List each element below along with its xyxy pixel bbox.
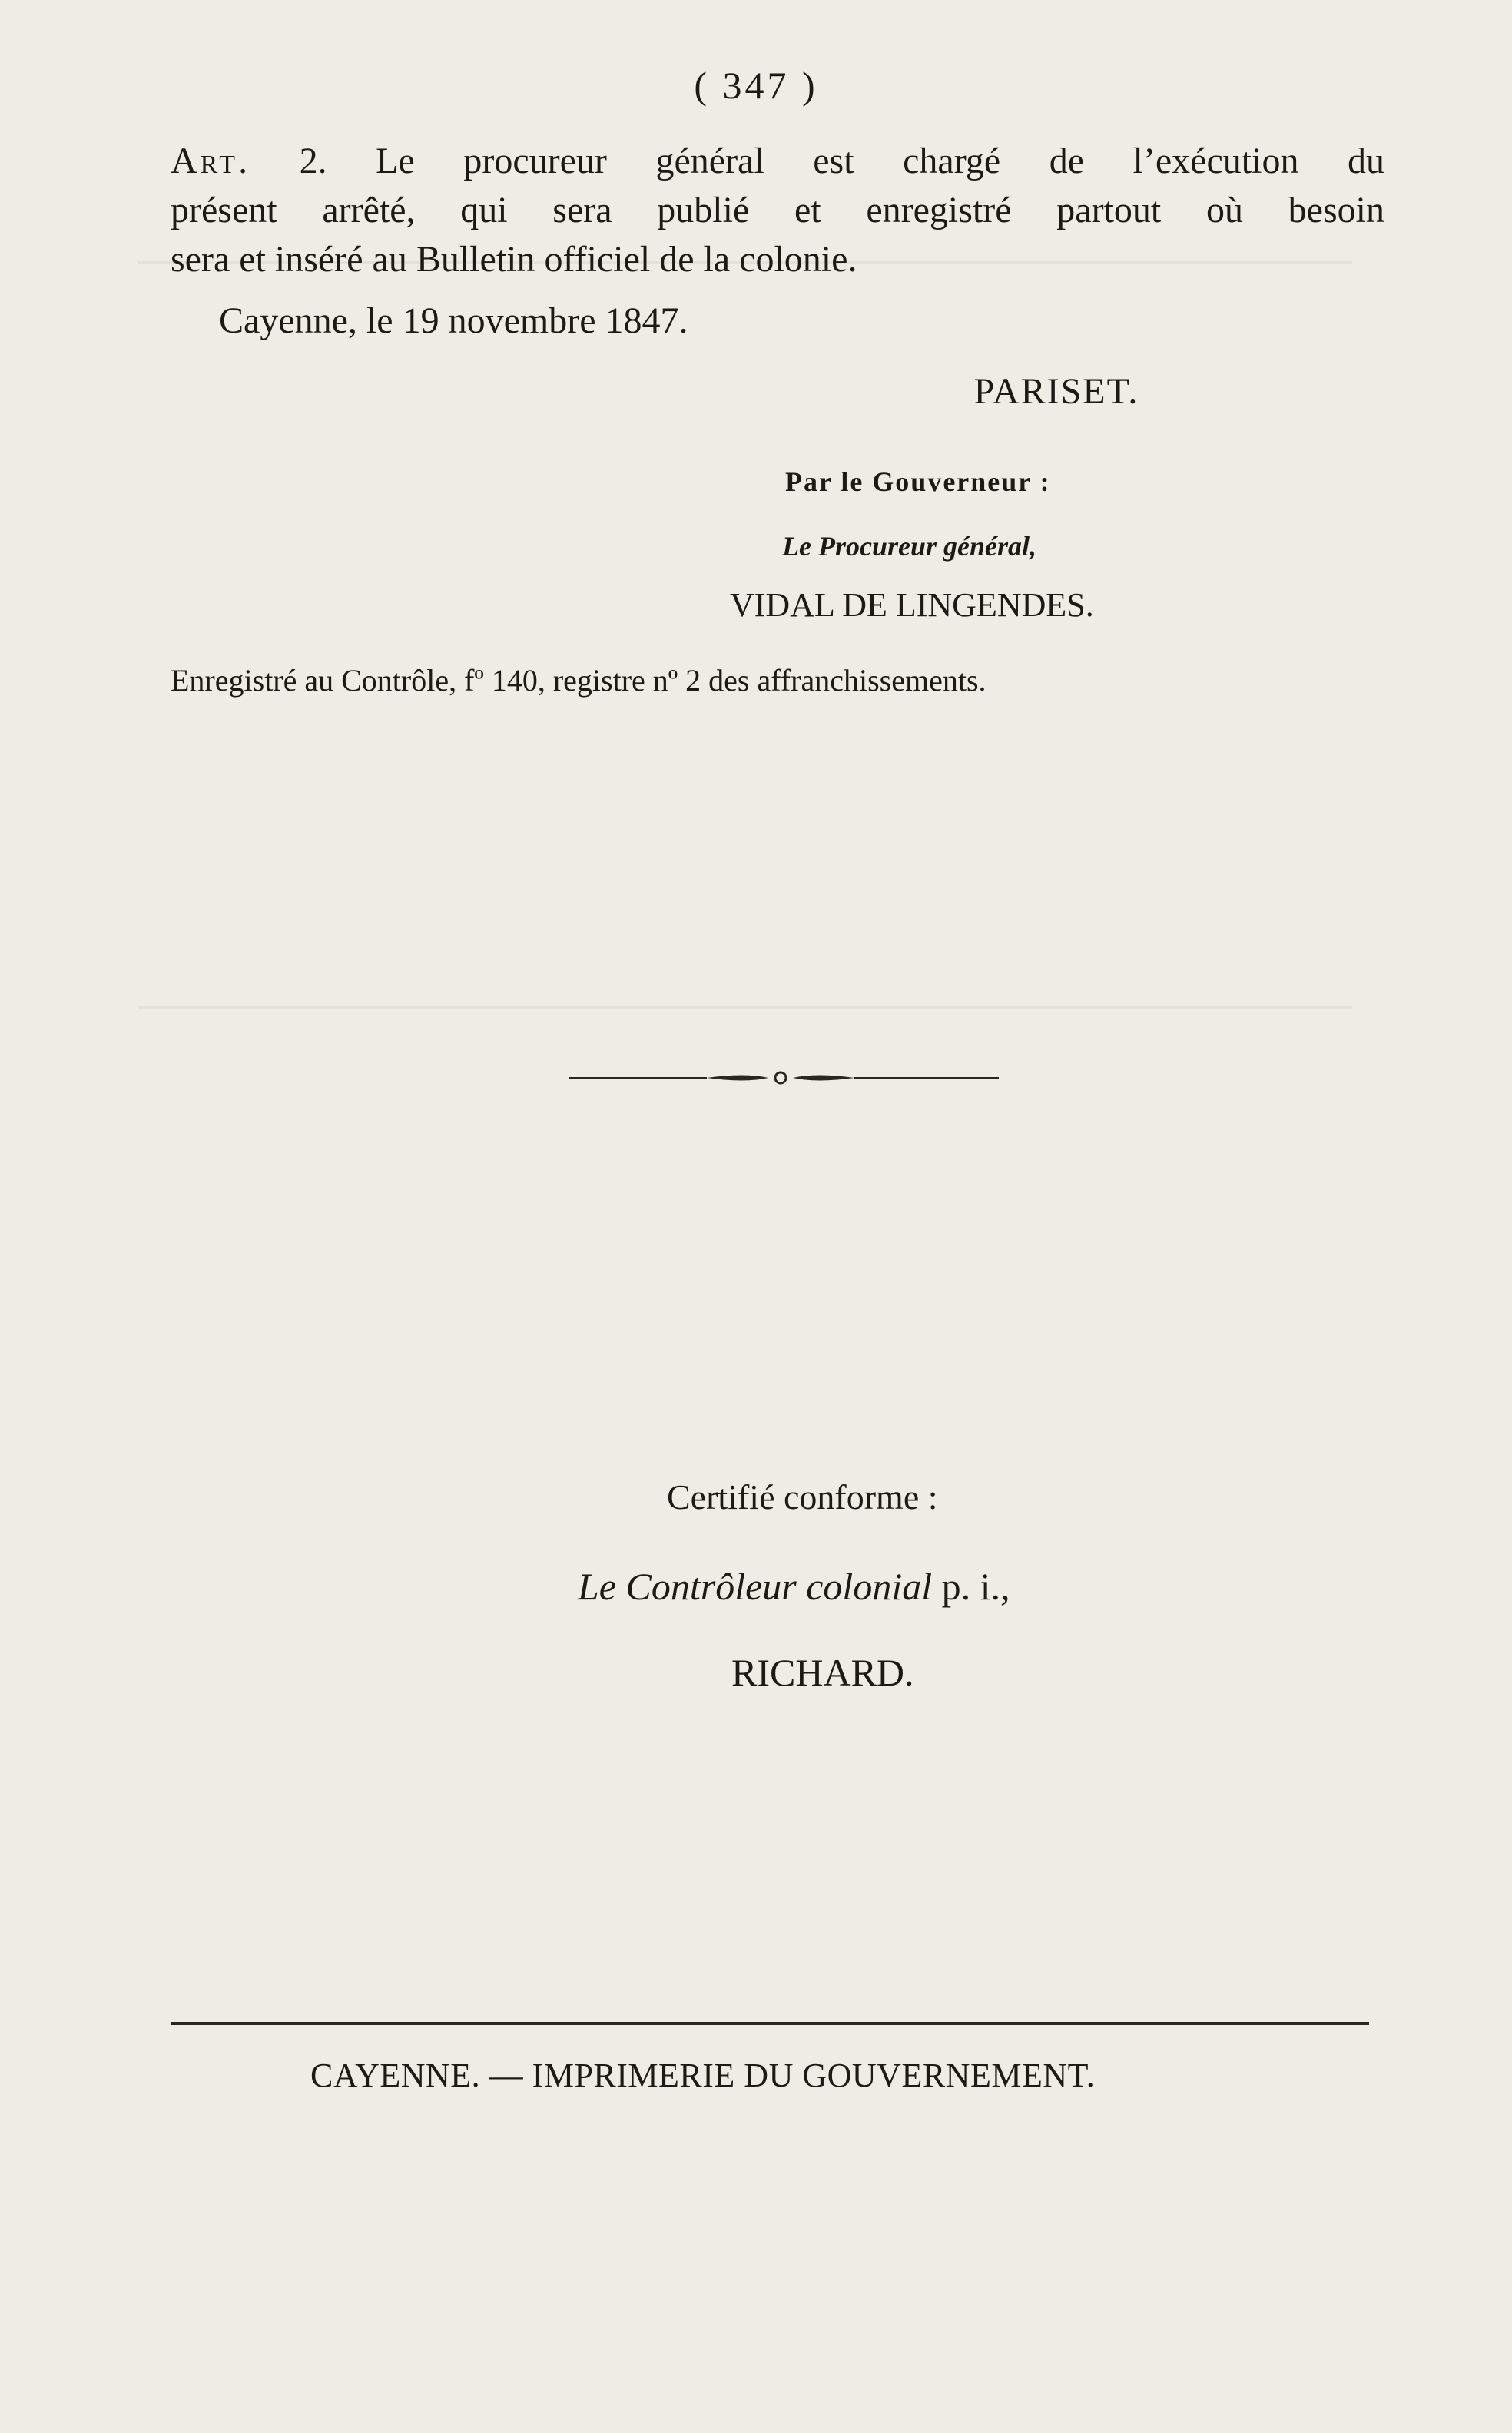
article-label: Art.	[171, 141, 251, 181]
controleur-name: RICHARD.	[731, 1651, 914, 1694]
certified-conforme: Certifié conforme :	[667, 1477, 938, 1516]
governor-signature: PARISET.	[973, 371, 1139, 412]
article-line: présent arrêté, qui sera publié et enregistré partout où besoin	[171, 190, 1384, 230]
controleur-line	[578, 1564, 1010, 1609]
registration-note: Enregistré au Contrôle, fº 140, registre nº 2 des affranchissements.	[171, 663, 986, 698]
footer-rule	[171, 2022, 1369, 2025]
printer-imprint: CAYENNE. — IMPRIMERIE DU GOUVERNEMENT.	[310, 2057, 1096, 2094]
controleur-suffix: p. i.,	[932, 1565, 1010, 1608]
procureur-name: VIDAL DE LINGENDES.	[730, 586, 1094, 624]
ghost-rule	[138, 1006, 1352, 1009]
ornament-divider-icon	[569, 1066, 999, 1089]
article-paragraph	[171, 137, 1384, 284]
article-line: sera et inséré au Bulletin officiel de la colonie.	[171, 239, 857, 280]
date-line: Cayenne, le 19 novembre 1847.	[219, 300, 688, 341]
article-line: Art. 2. Le procureur général est chargé de l’exécution du	[171, 141, 1384, 181]
procureur-title: Le Procureur général,	[782, 531, 1036, 562]
controleur-title: Le Contrôleur colonial	[578, 1565, 933, 1608]
page-number: ( 347 )	[694, 64, 818, 107]
par-le-gouverneur: Par le Gouverneur :	[785, 466, 1051, 497]
